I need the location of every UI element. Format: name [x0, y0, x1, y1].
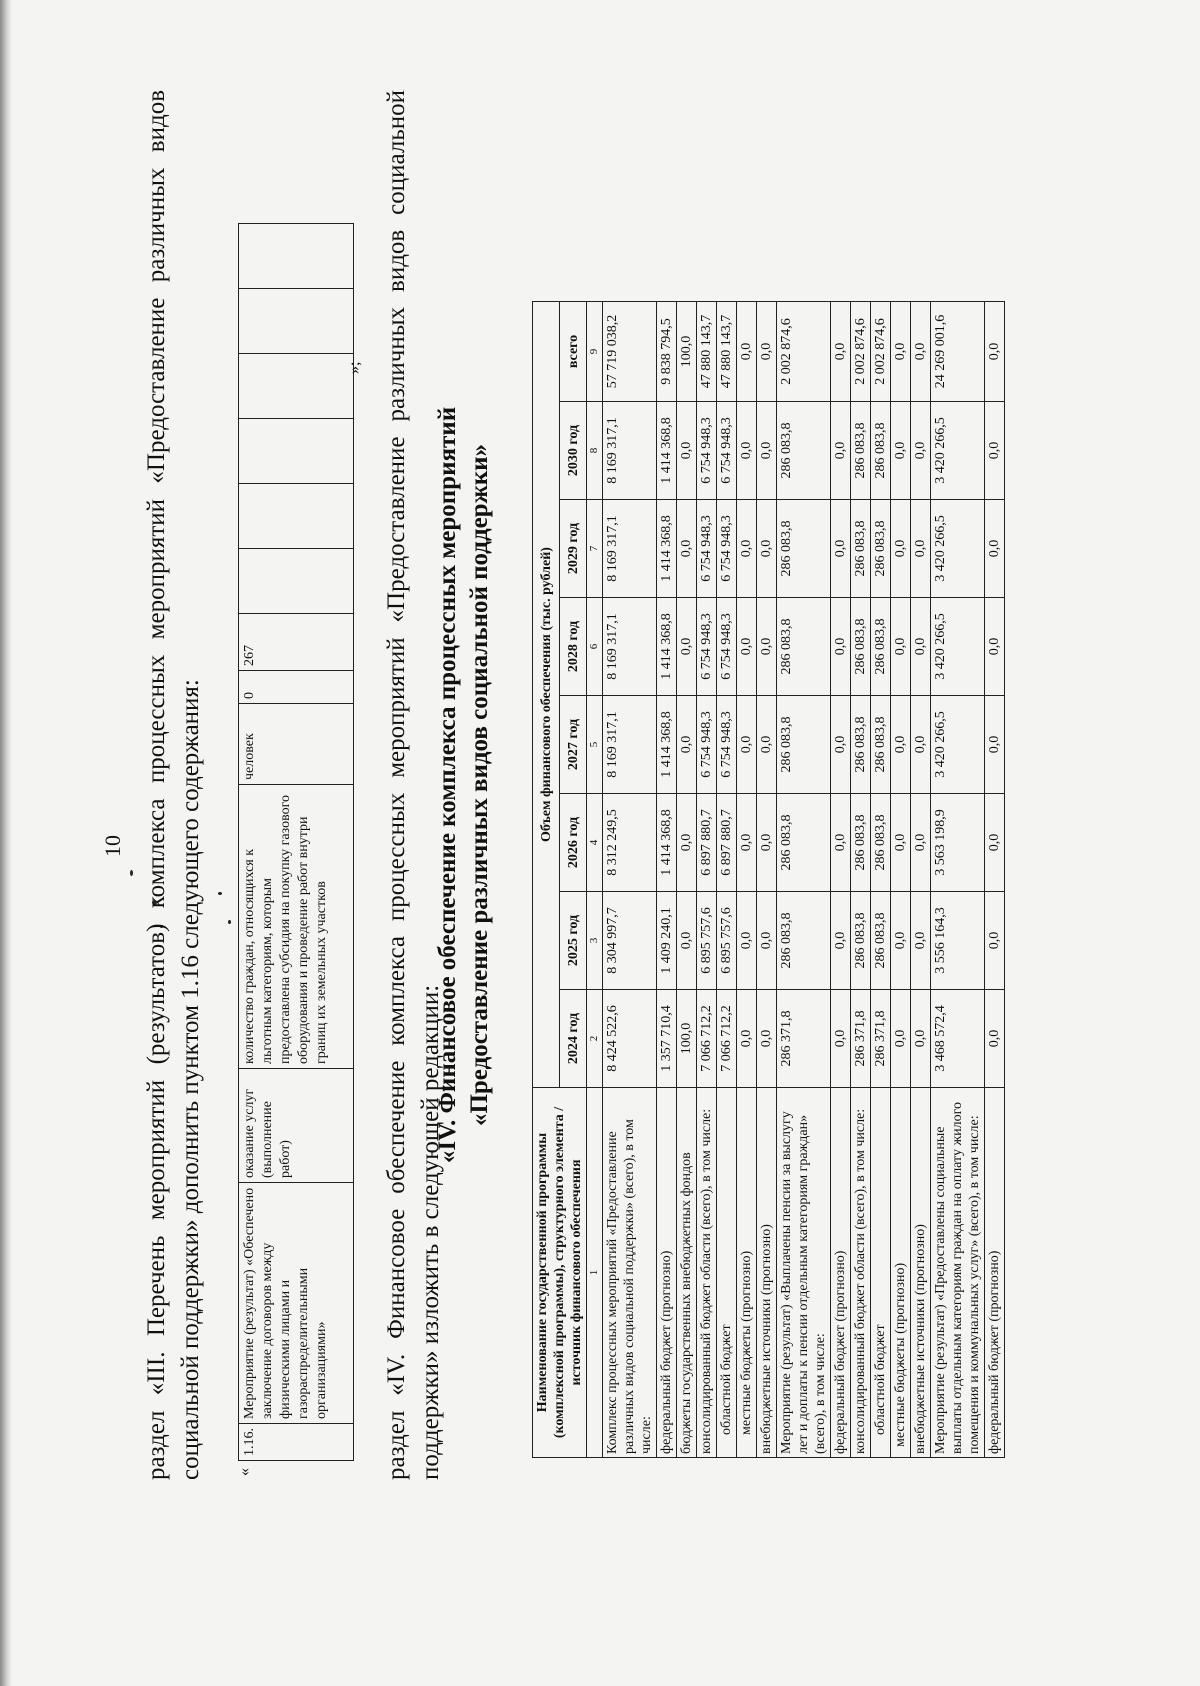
- row-name: областной бюджет: [717, 1088, 737, 1458]
- heading-line-1: «IV. Финансовое обеспечение комплекса процессных мероприятий: [434, 406, 461, 1164]
- value-cell: 286 083,8: [777, 696, 831, 794]
- row-name: местные бюджеты (прогнозно): [891, 1088, 911, 1458]
- row-name: Мероприятие (результат) «Предоставлены социальные выплаты отдельным категориям граждан на оплату жилого помещения и коммунальных услуг» (всего), в том числе:: [931, 1088, 985, 1458]
- total-cell: 2 002 874,6: [851, 302, 871, 402]
- section4-intro: раздел «IV. Финансовое обеспечение комплекса процессных мероприятий «Предоставление различных видов социальной поддержки» изложить в следующей редакции:: [383, 90, 444, 1480]
- value-cell: 0,0: [677, 696, 697, 794]
- value-cell: 286 083,8: [851, 598, 871, 696]
- year-header: 2026 год: [560, 794, 587, 892]
- row-name: федеральный бюджет (прогнозно): [831, 1088, 851, 1458]
- table-row: [603, 302, 657, 1458]
- value-cell: 0,0: [831, 990, 851, 1088]
- value-cell: 0,0: [757, 892, 777, 990]
- group-header: Объем финансового обеспечения (тыс. рублей): [533, 302, 560, 1088]
- value-cell: 0,0: [911, 696, 931, 794]
- index-cell: 8: [587, 402, 603, 500]
- section3-intro: раздел «III. Перечень мероприятий (результатов) комплекса процессных мероприятий «Предоставление различных видов социальной поддержки» дополнить пунктом 1.16 следующего содержания:: [143, 90, 204, 1480]
- value-cell: 0,0: [911, 794, 931, 892]
- total-cell: 2 002 874,6: [871, 302, 891, 402]
- value-cell: 0,0: [831, 500, 851, 598]
- value-cell: 0,0: [757, 500, 777, 598]
- total-cell: 0,0: [911, 302, 931, 402]
- value-cell: 286 083,8: [851, 696, 871, 794]
- value-cell: 1 414 368,8: [657, 696, 677, 794]
- empty-cell: [239, 484, 354, 549]
- value-cell: 0,0: [831, 696, 851, 794]
- value-cell: 286 083,8: [851, 500, 871, 598]
- value-cell: 286 083,8: [777, 892, 831, 990]
- value-cell: 6 897 880,7: [717, 794, 737, 892]
- row-name: Комплекс процессных мероприятий «Предоставление различных видов социальной поддержки» (всего), в том числе:: [603, 1088, 657, 1458]
- value-cell: 8 424 522,6: [603, 990, 657, 1088]
- index-cell: 6: [587, 598, 603, 696]
- financing-table-body: [603, 302, 1005, 1458]
- value-cell: 0,0: [737, 990, 757, 1088]
- closing-quote: »;: [346, 361, 363, 374]
- value-cell: 6 895 757,6: [697, 892, 717, 990]
- value-cell: 0,0: [985, 402, 1005, 500]
- total-cell: 47 880 143,7: [697, 302, 717, 402]
- year-header: 2024 год: [560, 990, 587, 1088]
- value-cell: 0,0: [677, 892, 697, 990]
- value-cell: 6 895 757,6: [717, 892, 737, 990]
- value-cell: 0,0: [757, 990, 777, 1088]
- table-row: [851, 302, 871, 1458]
- empty-cell: [239, 549, 354, 614]
- item-value: 267: [239, 614, 354, 671]
- row-name: федеральный бюджет (прогнозно): [657, 1088, 677, 1458]
- value-cell: 3 420 266,5: [931, 696, 985, 794]
- heading-line-2: «Предоставление различных видов социальной поддержки»: [466, 443, 493, 1127]
- value-cell: 3 556 164,3: [931, 892, 985, 990]
- value-cell: 0,0: [985, 696, 1005, 794]
- value-cell: 6 754 948,3: [697, 696, 717, 794]
- page-number: 10: [100, 835, 125, 857]
- index-cell: 7: [587, 500, 603, 598]
- value-cell: 1 414 368,8: [657, 598, 677, 696]
- value-cell: 7 066 712,2: [697, 990, 717, 1088]
- row-name: местные бюджеты (прогнозно): [737, 1088, 757, 1458]
- value-cell: 286 083,8: [851, 402, 871, 500]
- total-cell: 9 838 794,5: [657, 302, 677, 402]
- table-row: [891, 302, 911, 1458]
- value-cell: 0,0: [677, 500, 697, 598]
- value-cell: 286 083,8: [777, 794, 831, 892]
- table-row: [717, 302, 737, 1458]
- value-cell: 0,0: [891, 794, 911, 892]
- item-number: 1.16.: [239, 1424, 354, 1461]
- value-cell: 0,0: [677, 598, 697, 696]
- value-cell: 286 083,8: [777, 500, 831, 598]
- header-row: [533, 302, 560, 1458]
- year-header: 2030 год: [560, 402, 587, 500]
- value-cell: 0,0: [911, 892, 931, 990]
- row-name: федеральный бюджет (прогнозно): [985, 1088, 1005, 1458]
- value-cell: 286 083,8: [871, 402, 891, 500]
- value-cell: 0,0: [985, 598, 1005, 696]
- value-cell: 0,0: [831, 598, 851, 696]
- index-cell: 3: [587, 892, 603, 990]
- value-cell: 0,0: [891, 990, 911, 1088]
- value-cell: 6 754 948,3: [717, 598, 737, 696]
- value-cell: 0,0: [891, 696, 911, 794]
- empty-cell: [239, 354, 354, 419]
- value-cell: 0,0: [891, 500, 911, 598]
- index-cell: 9: [587, 302, 603, 402]
- value-cell: 286 083,8: [851, 794, 871, 892]
- value-cell: 6 754 948,3: [697, 598, 717, 696]
- index-cell: 2: [587, 990, 603, 1088]
- value-cell: 0,0: [831, 892, 851, 990]
- row-name: бюджеты государственных внебюджетных фондов: [677, 1088, 697, 1458]
- value-cell: 8 169 317,1: [603, 402, 657, 500]
- table-row: [911, 302, 931, 1458]
- value-cell: 286 083,8: [851, 892, 871, 990]
- value-cell: 286 083,8: [777, 402, 831, 500]
- value-cell: 0,0: [985, 892, 1005, 990]
- total-cell: 0,0: [737, 302, 757, 402]
- value-cell: 0,0: [911, 990, 931, 1088]
- value-cell: 8 169 317,1: [603, 598, 657, 696]
- value-cell: 0,0: [985, 990, 1005, 1088]
- total-cell: 24 269 001,6: [931, 302, 985, 402]
- value-cell: 0,0: [737, 500, 757, 598]
- table-row: [871, 302, 891, 1458]
- value-cell: 8 169 317,1: [603, 696, 657, 794]
- table-row: [757, 302, 777, 1458]
- value-cell: 0,0: [891, 892, 911, 990]
- row-name: Мероприятие (результат) «Выплачены пенсии за выслугу лет и доплаты к пенсии отдельным категориям граждан» (всего), в том числе:: [777, 1088, 831, 1458]
- total-header: всего: [560, 302, 587, 402]
- value-cell: 6 754 948,3: [717, 402, 737, 500]
- value-cell: 0,0: [737, 696, 757, 794]
- year-header: 2028 год: [560, 598, 587, 696]
- total-cell: 2 002 874,6: [777, 302, 831, 402]
- value-cell: 1 414 368,8: [657, 794, 677, 892]
- index-cell: 1: [587, 1088, 603, 1458]
- value-cell: 0,0: [985, 500, 1005, 598]
- empty-cell: [239, 419, 354, 484]
- total-cell: 47 880 143,7: [717, 302, 737, 402]
- year-header: 2029 год: [560, 500, 587, 598]
- table-row: [697, 302, 717, 1458]
- table-row: [239, 224, 354, 1461]
- row-name: внебюджетные источники (прогнозно): [757, 1088, 777, 1458]
- value-cell: 286 083,8: [871, 794, 891, 892]
- value-cell: 0,0: [757, 402, 777, 500]
- total-cell: 0,0: [831, 302, 851, 402]
- value-cell: 286 371,8: [851, 990, 871, 1088]
- row-name: областной бюджет: [871, 1088, 891, 1458]
- financing-table: [532, 301, 1005, 1458]
- value-cell: 8 312 249,5: [603, 794, 657, 892]
- item-type: оказание услуг (выполнение работ): [239, 1069, 354, 1183]
- value-cell: 0,0: [831, 794, 851, 892]
- value-cell: 1 357 710,4: [657, 990, 677, 1088]
- item-description: количество граждан, относящихся к льготным категориям, которым предоставлена субсидия на покупку газового оборудования и проведение работ внутри границ их земельных участков: [239, 785, 354, 1069]
- value-cell: 0,0: [891, 402, 911, 500]
- section4-heading: [432, 90, 496, 1480]
- value-cell: 0,0: [911, 402, 931, 500]
- table-row: [931, 302, 985, 1458]
- table-row: [737, 302, 757, 1458]
- value-cell: 3 420 266,5: [931, 402, 985, 500]
- value-cell: 286 083,8: [871, 500, 891, 598]
- item-unit: человек: [239, 704, 354, 785]
- value-cell: 3 468 572,4: [931, 990, 985, 1088]
- total-cell: 0,0: [757, 302, 777, 402]
- col-header-name: Наименование государственной программы (комплексной программы), структурного элемента / источник финансового обеспечения: [533, 1088, 587, 1458]
- value-cell: 0,0: [911, 598, 931, 696]
- value-cell: 6 754 948,3: [717, 500, 737, 598]
- index-cell: 4: [587, 794, 603, 892]
- item-base: 0: [239, 671, 354, 704]
- value-cell: 3 563 198,9: [931, 794, 985, 892]
- value-cell: 1 414 368,8: [657, 402, 677, 500]
- row-name: консолидированный бюджет области (всего), в том числе:: [697, 1088, 717, 1458]
- value-cell: 0,0: [737, 794, 757, 892]
- year-header: 2027 год: [560, 696, 587, 794]
- value-cell: 3 420 266,5: [931, 598, 985, 696]
- row-name: консолидированный бюджет области (всего), в том числе:: [851, 1088, 871, 1458]
- value-cell: 0,0: [891, 598, 911, 696]
- total-cell: 100,0: [677, 302, 697, 402]
- value-cell: 8 169 317,1: [603, 500, 657, 598]
- value-cell: 0,0: [677, 794, 697, 892]
- value-cell: 286 371,8: [871, 990, 891, 1088]
- value-cell: 1 409 240,1: [657, 892, 677, 990]
- year-header: 2025 год: [560, 892, 587, 990]
- value-cell: 0,0: [737, 598, 757, 696]
- empty-cell: [239, 289, 354, 354]
- value-cell: 286 083,8: [871, 892, 891, 990]
- empty-cell: [239, 224, 354, 289]
- total-cell: 0,0: [891, 302, 911, 402]
- value-cell: 0,0: [737, 402, 757, 500]
- value-cell: 0,0: [757, 794, 777, 892]
- total-cell: 0,0: [985, 302, 1005, 402]
- value-cell: 6 754 948,3: [697, 402, 717, 500]
- row-name: внебюджетные источники (прогнозно): [911, 1088, 931, 1458]
- table-row: [677, 302, 697, 1458]
- value-cell: 0,0: [985, 794, 1005, 892]
- index-cell: 5: [587, 696, 603, 794]
- value-cell: 0,0: [677, 402, 697, 500]
- index-row: [587, 302, 603, 1458]
- value-cell: 0,0: [737, 892, 757, 990]
- value-cell: 1 414 368,8: [657, 500, 677, 598]
- value-cell: 3 420 266,5: [931, 500, 985, 598]
- opening-quote: «: [236, 1468, 253, 1476]
- row-1-16-table: [238, 223, 354, 1461]
- value-cell: 6 754 948,3: [697, 500, 717, 598]
- item-name: Мероприятие (результат) «Обеспечено заключение договоров между физическими лицами и газораспределительными организациями»: [239, 1183, 354, 1424]
- value-cell: 8 304 997,7: [603, 892, 657, 990]
- value-cell: 100,0: [677, 990, 697, 1088]
- value-cell: 286 371,8: [777, 990, 831, 1088]
- value-cell: 0,0: [757, 598, 777, 696]
- value-cell: 6 754 948,3: [717, 696, 737, 794]
- table-row: [985, 302, 1005, 1458]
- table-row: [777, 302, 831, 1458]
- value-cell: 286 083,8: [871, 696, 891, 794]
- table-row: [657, 302, 677, 1458]
- value-cell: 0,0: [911, 500, 931, 598]
- value-cell: 286 083,8: [777, 598, 831, 696]
- value-cell: 6 897 880,7: [697, 794, 717, 892]
- table-row: [831, 302, 851, 1458]
- value-cell: 0,0: [757, 696, 777, 794]
- value-cell: 7 066 712,2: [717, 990, 737, 1088]
- value-cell: 286 083,8: [871, 598, 891, 696]
- total-cell: 57 719 038,2: [603, 302, 657, 402]
- value-cell: 0,0: [831, 402, 851, 500]
